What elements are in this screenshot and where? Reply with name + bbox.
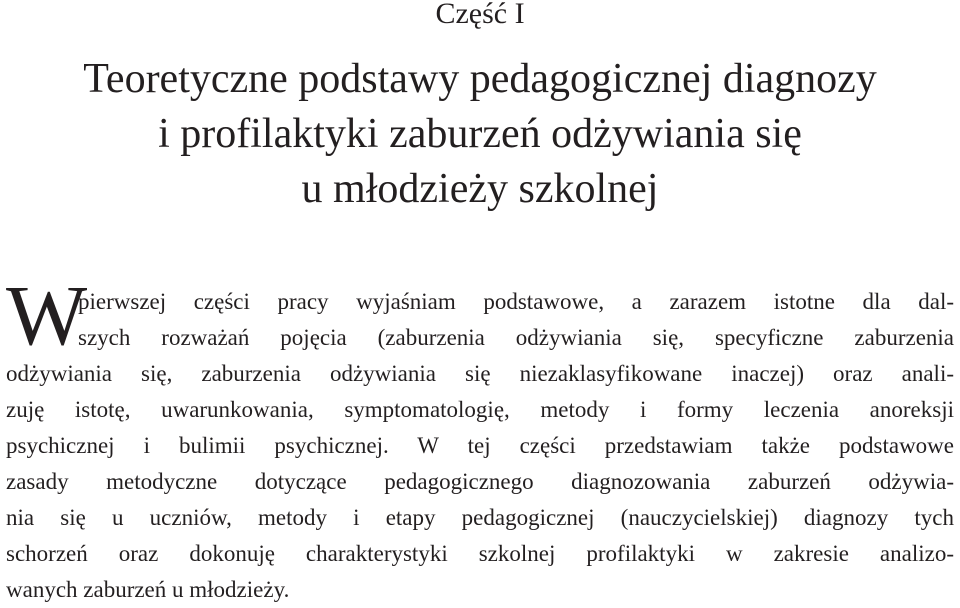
paragraph-line: szych rozważań pojęcia (zaburzenia odżywiania się, specyficzne zaburzenia: [78, 325, 954, 350]
paragraph-line: psychicznej i bulimii psychicznej. W tej części przedstawiam także podstawowe: [6, 433, 954, 458]
intro-paragraph: [6, 267, 954, 608]
paragraph-line: schorzeń oraz dokonuję charakterystyki szkolnej profilaktyki w zakresie analizo-: [6, 541, 954, 566]
chapter-title-line-3: u młodzieży szkolnej: [301, 166, 659, 212]
paragraph-line: zasady metodyczne dotyczące pedagogicznego diagnozowania zaburzeń odżywia-: [6, 469, 954, 494]
paragraph-line: pierwszej części pracy wyjaśniam podstawowe, a zarazem istotne dla dal-: [78, 289, 954, 314]
paragraph-line: zuję istotę, uwarunkowania, symptomatologię, metody i formy leczenia anoreksji: [6, 397, 954, 422]
drop-cap: W: [6, 267, 88, 363]
paragraph-line: nia się u uczniów, metody i etapy pedagogicznej (nauczycielskiej) diagnozy tych: [6, 505, 954, 530]
chapter-title-line-2: i profilaktyki zaburzeń odżywiania się: [158, 111, 802, 157]
chapter-title: [0, 52, 960, 217]
paragraph-line: odżywiania się, zaburzenia odżywiania się niezaklasyfikowane inaczej) oraz anali-: [6, 361, 954, 386]
chapter-title-line-1: Teoretyczne podstawy pedagogicznej diagnozy: [83, 56, 877, 102]
paragraph-line: wanych zaburzeń u młodzieży.: [6, 577, 290, 602]
part-label: Część I: [435, 0, 525, 30]
